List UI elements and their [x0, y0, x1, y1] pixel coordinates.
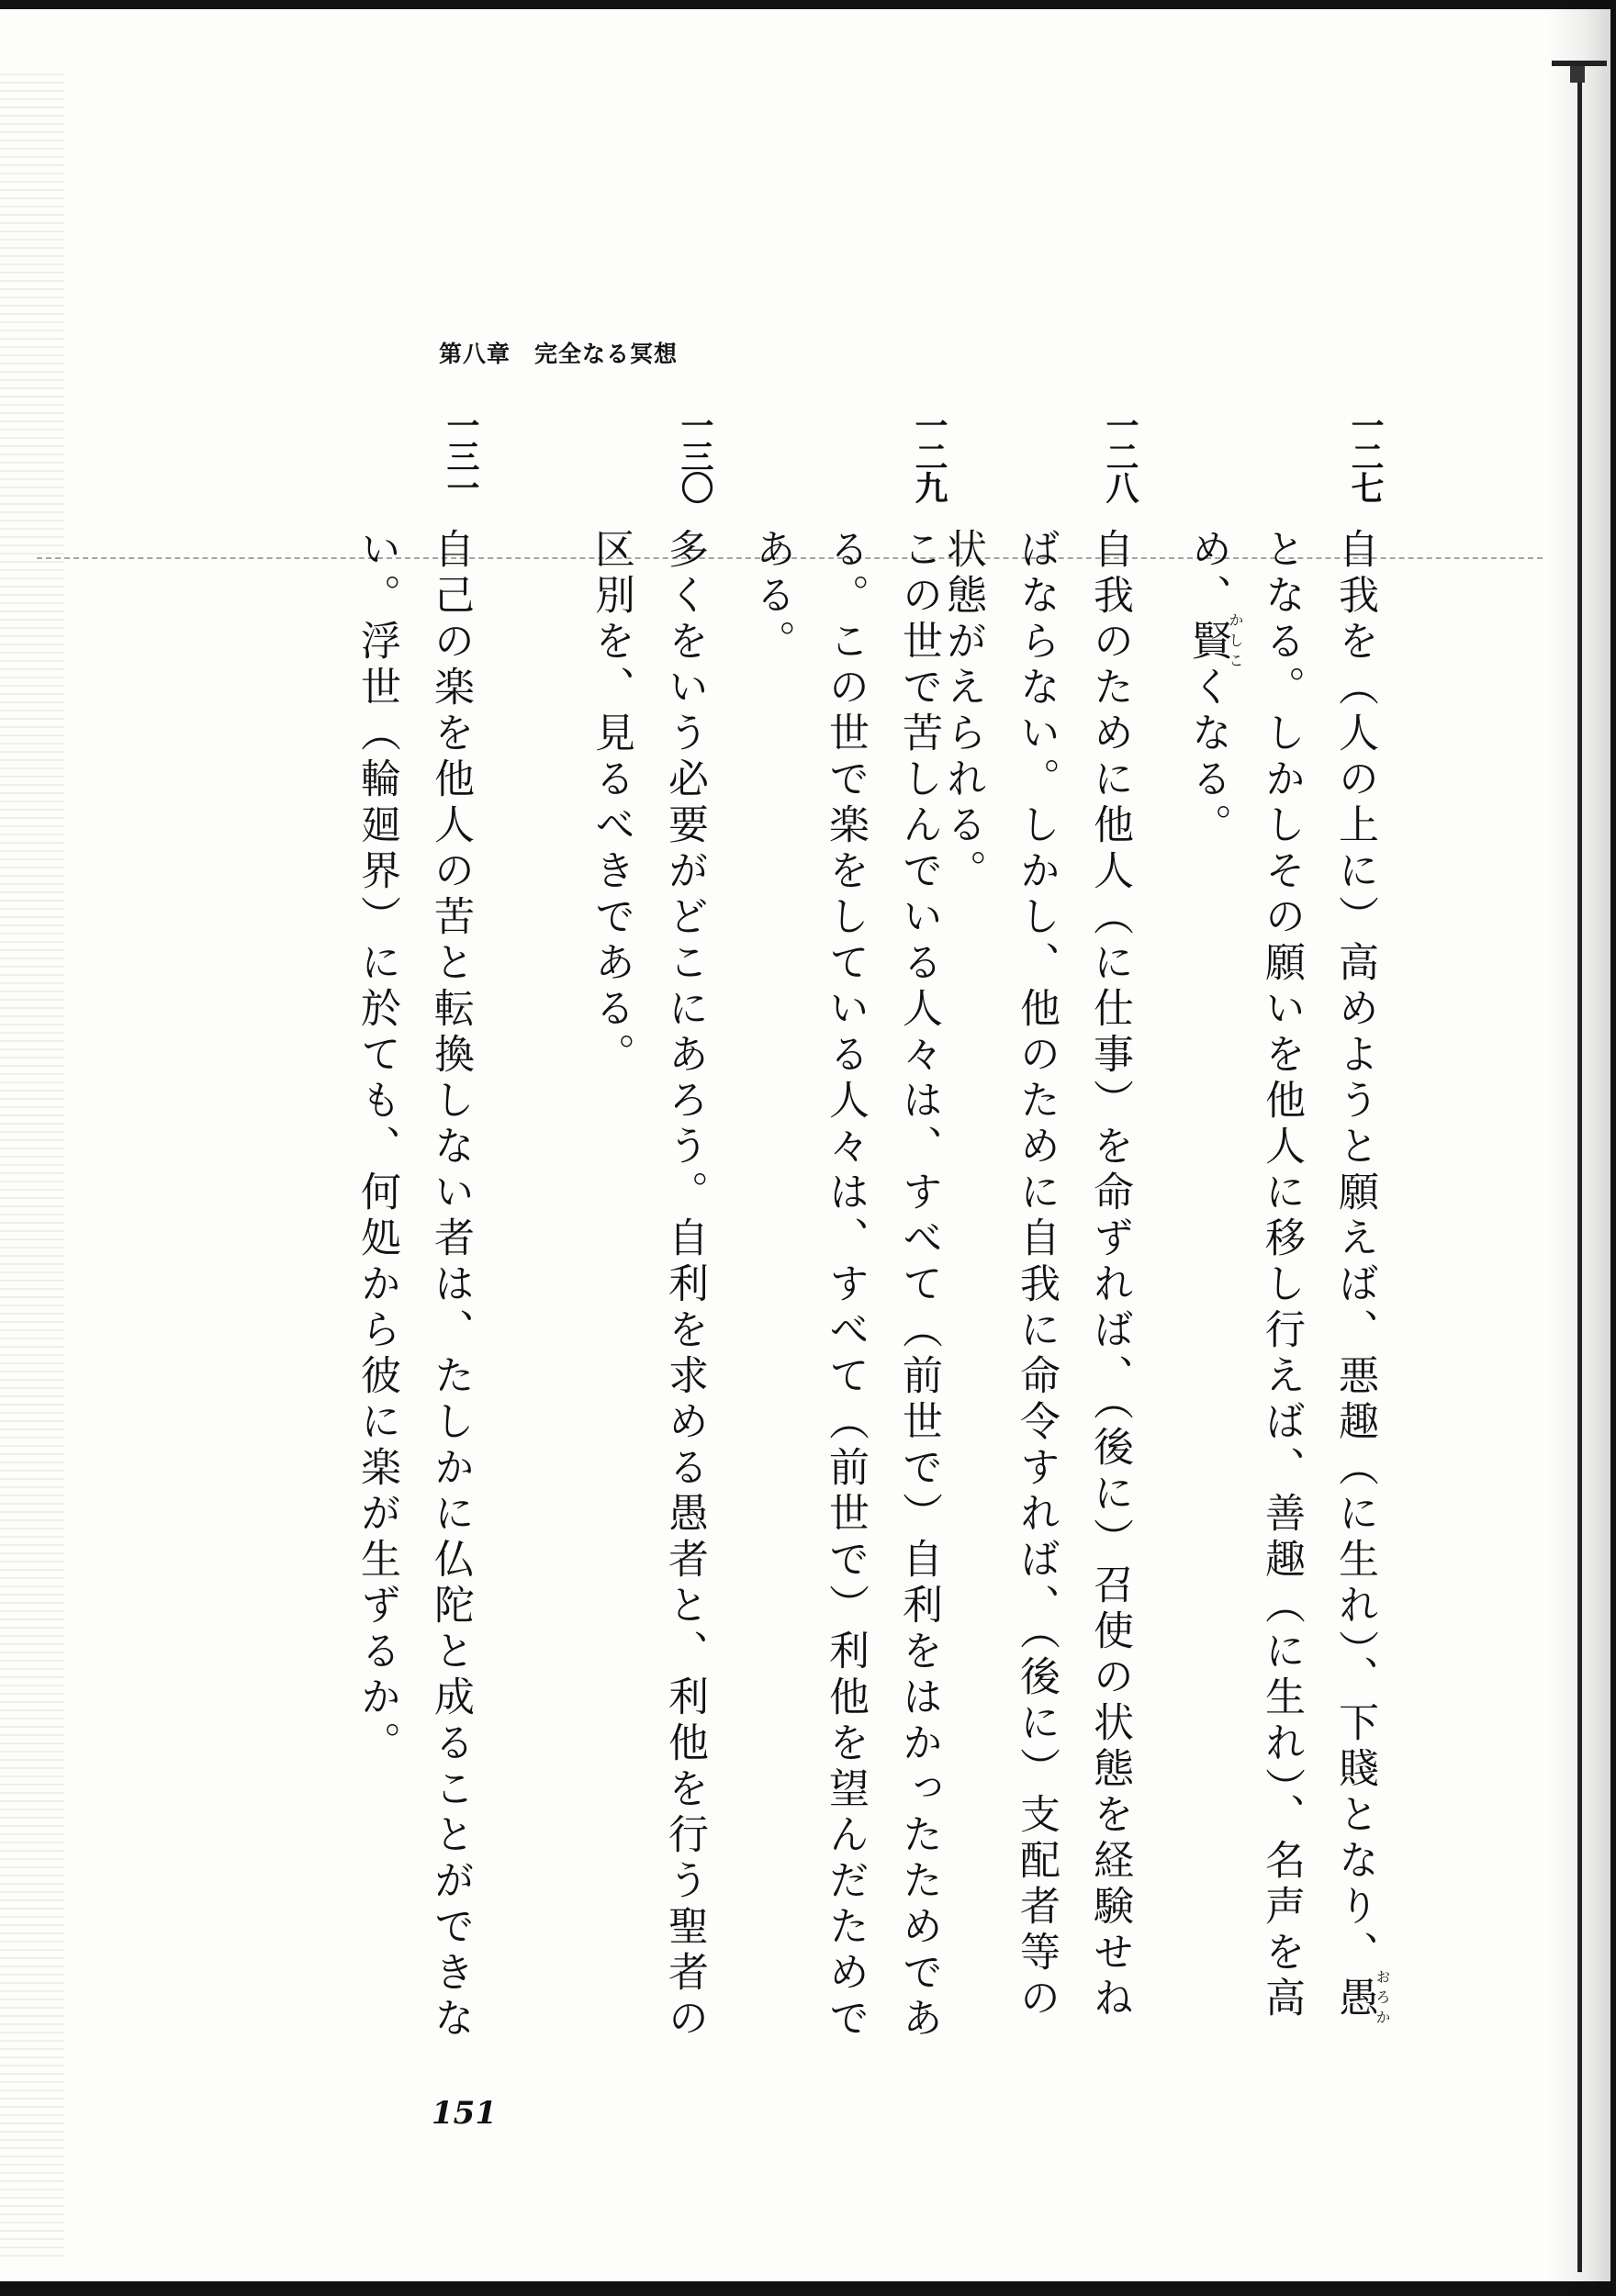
verse-text: この世で苦しんでいる人々は、すべて（前世で）自利をはかったためである。この世で楽をしている人々は、すべて（前世で）利他を望んだためである。	[748, 528, 942, 2043]
verse-text: 多くをいう必要がどこにあろう。自利を求める愚者と、利他を行う聖者の区別を、見るべきである。	[588, 528, 708, 2043]
verse-text: 自我のために他人（に仕事）を命ずれば、（後に）召使の状態を経験せねばならない。しかし、他のために自我に命令すれば、（後に）支配者等の状態がえられる。	[939, 528, 1133, 2022]
verse-number: 一二七	[1346, 409, 1384, 502]
verse-number: 一二八	[1101, 409, 1139, 502]
scan-border-top	[0, 0, 1616, 9]
binding-edge	[1577, 69, 1582, 2272]
verse-text: 自己の楽を他人の苦と転換しない者は、たしかに仏陀と成ることができない。浮世（輪廻界）に於ても、何処から彼に楽が生ずるか。	[354, 528, 474, 2043]
verse-number: 一二九	[910, 409, 948, 502]
scan-noise-left	[0, 73, 64, 2258]
scan-border-right	[1610, 0, 1616, 2296]
scan-border-bottom	[0, 2281, 1616, 2296]
verse-number: 一三〇	[676, 409, 713, 502]
verse-number: 一三一	[442, 409, 479, 502]
verse-text: 自我を（人の上に）高めようと願えば、悪趣（に生れ）、下賤となり、愚おろかとなる。しかしその願いを他人に移し行えば、善趣（に生れ）、名声を高め、賢かしこくなる。	[1184, 528, 1391, 2030]
binding-clip-icon	[1552, 57, 1607, 83]
running-header: 第八章 完全なる冥想	[439, 341, 679, 367]
page-number: 151	[432, 2095, 497, 2132]
